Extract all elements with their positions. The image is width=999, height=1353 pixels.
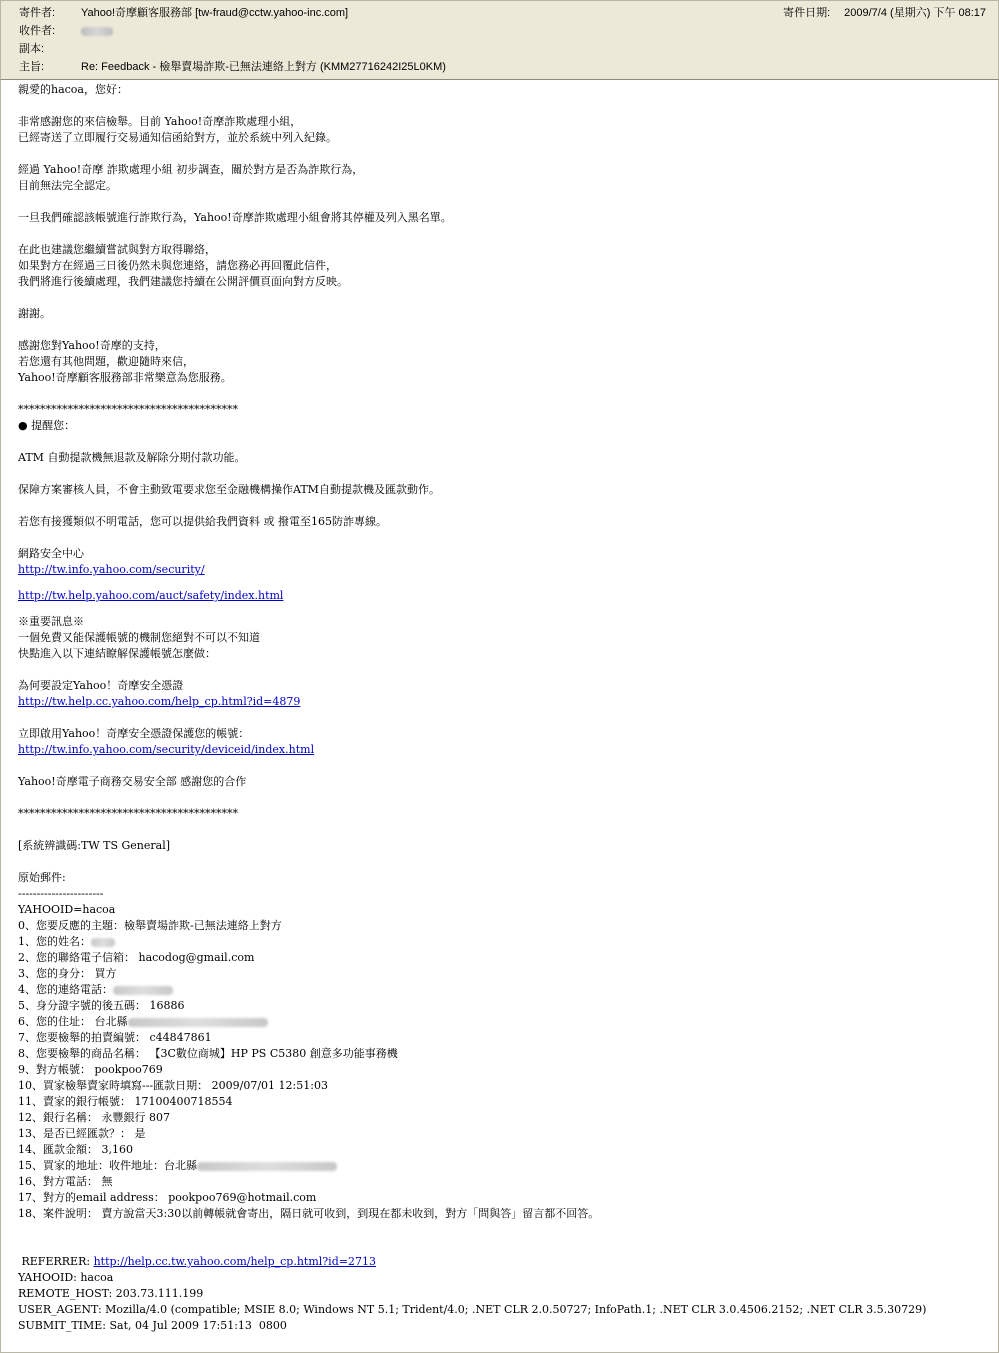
form-field [18, 1014, 978, 1030]
meta-line: REMOTE_HOST: 203.73.111.199 [18, 1287, 204, 1300]
netsec-heading: 網路安全中心 [18, 547, 84, 560]
form-field: 14、匯款金額： 3,160 [18, 1143, 133, 1156]
form-field: 5、身分證字號的後五碼： 16886 [18, 999, 185, 1012]
form-field: 8、您要檢舉的商品名稱： 【3C數位商城】HP PS C5380 創意多功能事務機 [18, 1047, 398, 1060]
date-label: 寄件日期: [783, 7, 831, 19]
form-field: 9、對方帳號： pookpoo769 [18, 1063, 163, 1076]
security-link[interactable]: http://tw.info.yahoo.com/security/ [18, 563, 205, 576]
subject-row [19, 59, 446, 75]
form-field: 3、您的身分： 買方 [18, 967, 117, 980]
form-field: 17、對方的email address： pookpoo769@hotmail.com [18, 1191, 317, 1204]
reminder-heading: ● 提醒您： [18, 419, 76, 432]
form-field: 13、是否已經匯款？： 是 [18, 1127, 146, 1140]
message-body [0, 80, 999, 1353]
date-value: 2009/7/4 (星期六) 下午 08:17 [844, 7, 986, 19]
notice-line: 保障方案審核人員，不會主動致電要求您至金融機構操作ATM自動提款機及匯款動作。 [18, 483, 440, 496]
from-label: 寄件者: [19, 7, 56, 19]
from-value[interactable]: Yahoo!奇摩顧客服務部 [tw-fraud@cctw.yahoo-inc.com] [81, 7, 349, 19]
paragraph-line: 如果對方在經過三日後仍然未與您連絡，請您務必再回覆此信件， [18, 259, 337, 272]
original-mail-heading: 原始郵件: [18, 871, 66, 884]
form-field: 7、您要檢舉的拍賣編號： c44847861 [18, 1031, 212, 1044]
message-header [0, 0, 999, 80]
field-label: 1、您的姓名： [18, 935, 91, 948]
form-field: 2、您的聯絡電子信箱： hacodog@gmail.com [18, 951, 255, 964]
notice-line: ATM 自動提款機無退款及解除分期付款功能。 [18, 451, 246, 464]
meta-line: USER_AGENT: Mozilla/4.0 (compatible; MSIE 8.0; Windows NT 5.1; Trident/4.0; .NET CLR 2.0.50727; InfoPath.1; .NET CLR 3.0.4506.2152; .NET CLR 3.5.30729) [18, 1303, 927, 1316]
dept-line: Yahoo!奇摩電子商務交易安全部 感謝您的合作 [18, 775, 247, 788]
deviceid-link[interactable]: http://tw.info.yahoo.com/security/deviceid/index.html [18, 743, 315, 756]
system-code: [系統辨識碼:TW TS General] [18, 839, 171, 852]
form-field [18, 982, 978, 998]
message-text [18, 82, 978, 1334]
notice-line: 為何要設定Yahoo！奇摩安全憑證 [18, 679, 184, 692]
notice-line: 一個免費又能保護帳號的機制您絕對不可以不知道 [18, 631, 260, 644]
paragraph-line: 非常感謝您的來信檢舉。目前 Yahoo!奇摩詐欺處理小組， [18, 115, 302, 128]
paragraph-line: 我們將進行後續處理，我們建議您持續在公開評價頁面向對方反映。 [18, 275, 348, 288]
help-link[interactable]: http://tw.help.cc.yahoo.com/help_cp.html?id=4879 [18, 695, 301, 708]
thanks-line: 謝謝。 [18, 307, 51, 320]
paragraph-line: 一旦我們確認該帳號進行詐欺行為，Yahoo!奇摩詐欺處理小組會將其停權及列入黑名單。 [18, 211, 452, 224]
form-field: 0、您要反應的主題：檢舉賣場詐欺-已無法連絡上對方 [18, 919, 282, 932]
date-row [783, 5, 986, 21]
separator-stars: **************************************** [18, 403, 238, 416]
separator-stars: **************************************** [18, 807, 238, 820]
field-label: 15、買家的地址：收件地址：台北縣 [18, 1159, 197, 1172]
referrer-line [18, 1254, 978, 1270]
form-field [18, 934, 978, 950]
meta-line: SUBMIT_TIME: Sat, 04 Jul 2009 17:51:13 0800 [18, 1319, 287, 1332]
from-row [19, 5, 348, 21]
redacted-value [128, 1018, 268, 1027]
to-label: 收件者: [19, 25, 56, 37]
paragraph-line: 感謝您對Yahoo!奇摩的支持， [18, 339, 166, 352]
notice-line: 快點進入以下連結瞭解保護帳號怎麼做： [18, 647, 216, 660]
to-value-redacted [81, 27, 113, 36]
separator-dashes: ----------------------- [18, 887, 104, 900]
paragraph-line: 已經寄送了立即履行交易通知信函給對方，並於系統中列入紀錄。 [18, 131, 337, 144]
meta-line: YAHOOID: hacoa [18, 1271, 114, 1284]
notice-line: 若您有接獲類似不明電話，您可以提供給我們資料 或 撥電至165防詐專線。 [18, 515, 387, 528]
form-field: 10、買家檢舉賣家時填寫---匯款日期： 2009/07/01 12:51:03 [18, 1079, 328, 1092]
subject-value: Re: Feedback - 檢舉賣場詐欺-已無法連絡上對方 (KMM27716242I25L0KM) [81, 61, 446, 73]
paragraph-line: 在此也建議您繼續嘗試與對方取得聯絡， [18, 243, 216, 256]
referrer-link[interactable]: http://help.cc.tw.yahoo.com/help_cp.html?id=2713 [93, 1255, 376, 1268]
field-label: 6、您的住址： 台北縣 [18, 1015, 128, 1028]
form-field [18, 1158, 978, 1174]
form-field: 18、案件說明： 賣方說當天3:30以前轉帳就會寄出，隔日就可收到，到現在都未收到，對方「問與答」留言都不回答。 [18, 1207, 600, 1220]
cc-row [19, 41, 81, 57]
redacted-value [91, 938, 115, 947]
form-field: 11、賣家的銀行帳號： 17100400718554 [18, 1095, 233, 1108]
form-field: 12、銀行名稱： 永豐銀行 807 [18, 1111, 170, 1124]
paragraph-line: 經過 Yahoo!奇摩 詐欺處理小組 初步調查，關於對方是否為詐欺行為， [18, 163, 364, 176]
notice-line: 立即啟用Yahoo！奇摩安全憑證保護您的帳號： [18, 727, 250, 740]
greeting: 親愛的hacoa，您好： [18, 83, 128, 96]
paragraph-line: Yahoo!奇摩顧客服務部非常樂意為您服務。 [18, 371, 232, 384]
subject-label: 主旨: [19, 61, 45, 73]
important-heading: ※重要訊息※ [18, 615, 84, 628]
safety-link[interactable]: http://tw.help.yahoo.com/auct/safety/index.html [18, 589, 284, 602]
paragraph-line: 若您還有其他問題，歡迎隨時來信， [18, 355, 194, 368]
paragraph-line: 目前無法完全認定。 [18, 179, 117, 192]
redacted-value [113, 986, 173, 995]
to-row [19, 23, 113, 39]
redacted-value [197, 1162, 337, 1171]
form-field: 16、對方電話： 無 [18, 1175, 113, 1188]
cc-label: 副本: [19, 43, 45, 55]
referrer-label: REFERRER: [18, 1255, 94, 1268]
yahooid-line: YAHOOID=hacoa [18, 903, 116, 916]
field-label: 4、您的連絡電話： [18, 983, 113, 996]
